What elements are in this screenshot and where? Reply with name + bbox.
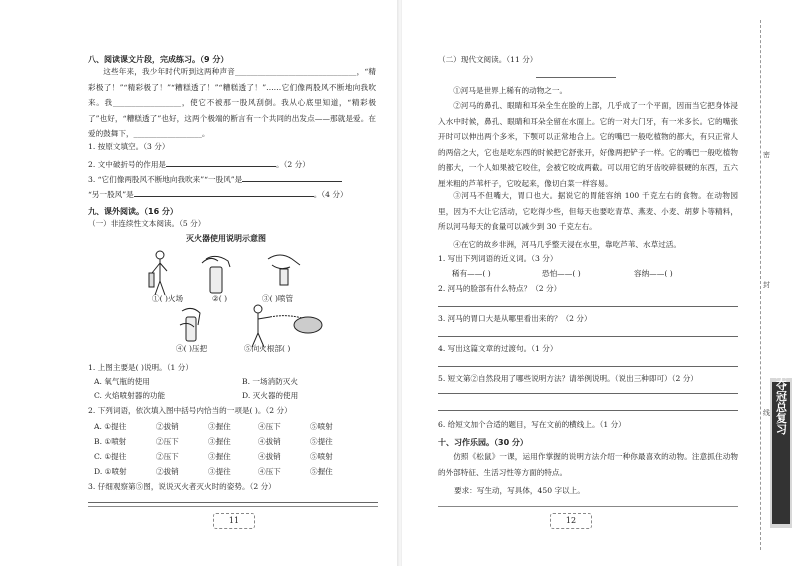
answer-line[interactable] xyxy=(88,502,378,503)
q10-2: 2. 河马的脸部有什么特点？（2 分） xyxy=(438,284,562,293)
press-handle-icon xyxy=(180,308,200,341)
person-carrying-icon xyxy=(149,251,167,295)
fig-label-1: ①( )火场 xyxy=(152,294,184,303)
q9-2-d-4: ④压下 xyxy=(258,467,281,476)
q10-1-word-3[interactable]: 容纳——( ) xyxy=(634,269,673,278)
left-page xyxy=(0,0,398,566)
q9-2-d-3: ③提往 xyxy=(208,467,231,476)
q9-2-b-3: ③握住 xyxy=(208,437,231,446)
q8-3-cont xyxy=(88,188,348,200)
hippo-para-1: ①河马是世界上稀有的动物之一。 xyxy=(453,86,568,95)
q9-1-option-b[interactable]: B. 一场消防灭火 xyxy=(242,377,298,386)
q10-6: 6. 给短文加个合适的题目，写在文前的横线上。（1 分） xyxy=(438,420,626,429)
right-page xyxy=(402,0,800,566)
pull-pin-icon xyxy=(202,256,230,293)
section-10-requirement: 要求：写生动，写具体，450 字以上。 xyxy=(454,486,585,495)
fig-label-5: ⑤向火根部( ) xyxy=(244,344,291,353)
figure-title: 灭火器使用说明示意图 xyxy=(186,234,266,243)
footer-rule xyxy=(88,506,378,507)
q10-2-line[interactable] xyxy=(438,306,738,307)
q8-3 xyxy=(88,173,342,185)
q9-2-c-1[interactable]: C. ①提往 xyxy=(94,452,127,461)
q9-2-a-3: ③握住 xyxy=(208,422,231,431)
q10-4: 4. 写出这篇文章的过渡句。（1 分） xyxy=(438,344,558,353)
q9-2-a-1[interactable]: A. ①提往 xyxy=(94,422,127,431)
q9-1-option-c[interactable]: C. 火焰喷射器的功能 xyxy=(94,391,166,400)
q10-1-word-2[interactable]: 恐怕——( ) xyxy=(542,269,581,278)
subsection-1: （一）非连续性文本阅读。（5 分） xyxy=(88,219,206,228)
section-9-title: 九、课外阅读。（16 分） xyxy=(88,207,178,216)
page-number-left: 11 xyxy=(213,513,255,529)
q8-3-score: 。（4 分） xyxy=(313,190,348,199)
spray-fire-icon xyxy=(252,305,322,347)
seal-char-3: 线 xyxy=(763,409,770,417)
svg-text:期末夺冠总复习: 期末夺冠总复习 xyxy=(774,357,788,435)
section-8-title: 八、阅读课文片段，完成练习。（9 分） xyxy=(88,55,229,64)
q9-1-option-d[interactable]: D. 灭火器的使用 xyxy=(242,391,299,400)
hippo-para-2: ②河马的鼻孔、眼睛和耳朵全生在脸的上部，几乎成了一个平面，因而当它把身体浸入水中时候，鼻孔、眼睛和耳朵全留在水面上。它的一对大门牙，有一米多长。它的嘴张开时可以伸出两个多米，下颚可以正常地合上。它的嘴巴一般吃植物的都大，有只正常人的两倍之大，它也是吃东西的时候把它舒张开，好像两把铲子一样。它的嘴巴一般吃植物的都大，一个人如果被它咬住，会被它咬成两截。可以用它的牙齿咬碎很硬的东西，五六厘米粗的芦苇杆子，它咬起来，像切白菜一样容易。 xyxy=(438,101,738,188)
fig-label-4: ④( )压把 xyxy=(176,344,208,353)
q9-2-b-5: ⑤提往 xyxy=(310,437,333,446)
q9-2-b-2: ②压下 xyxy=(156,437,179,446)
q9-3: 3. 仔细观察第⑤图，说说灭火者灭火时的姿势。（2 分） xyxy=(88,482,276,491)
q9-2-b-4: ④拔销 xyxy=(258,437,281,446)
q9-2-d-5: ⑤握住 xyxy=(310,467,333,476)
q9-1-option-a[interactable]: A. 氧气瓶的使用 xyxy=(94,377,150,386)
footer-rule-right xyxy=(438,506,738,507)
q9-2-c-2: ②压下 xyxy=(156,452,179,461)
q9-2-a-2: ②拔销 xyxy=(156,422,179,431)
q9-2-d-2: ②拔销 xyxy=(156,467,179,476)
q8-2 xyxy=(88,158,310,170)
q8-2-text: 2. 文中破折号的作用是 xyxy=(88,160,167,169)
q9-1: 1. 上图主要是( )说明。（1 分） xyxy=(88,363,193,372)
q8-3-text-2: “另一股风”是 xyxy=(88,190,134,199)
q10-5-line-2[interactable] xyxy=(438,410,738,411)
q8-3-blank-2[interactable] xyxy=(134,188,314,197)
seal-char-1: 密 xyxy=(763,151,770,159)
q9-2-c-5: ⑤喷射 xyxy=(310,452,333,461)
nozzle-icon xyxy=(268,255,300,285)
brand-logo xyxy=(770,357,792,528)
q8-3-blank-1[interactable] xyxy=(242,173,342,182)
q8-3-text: 3. “它们像两股风不断地向我吹来”“一股风”是 xyxy=(88,175,243,184)
q10-1: 1. 写出下列词语的近义词。（3 分） xyxy=(438,254,558,263)
q10-4-line[interactable] xyxy=(438,366,738,367)
q8-1: 1. 按原文填空。（3 分） xyxy=(88,142,170,151)
seal-char-2: 封 xyxy=(763,281,770,289)
hippo-para-4: ④在它的故乡非洲，河马几乎整天浸在水里，靠吃芦苇、水草过活。 xyxy=(453,240,681,249)
q10-1-word-1[interactable]: 稀有——( ) xyxy=(452,269,491,278)
q9-2: 2. 下列词语，依次填入图中括号内恰当的一项是( )。（2 分） xyxy=(88,406,292,415)
hippo-para-3: ③河马不但嘴大，胃口也大。据说它的胃能容纳 100 千克左右的食物。在动物园里，因为不大让它活动，它吃得少些，但每天也要吃青草、燕麦、小麦、胡萝卜等精料，所以河马每天的食量可以减少到 30 千克左右。 xyxy=(438,191,738,231)
page-number-right: 12 xyxy=(550,513,592,529)
q8-2-blank[interactable] xyxy=(166,158,276,167)
section-10-prompt: 仿照《松鼠》一课，运用作掌握的说明方法介绍一种你最喜欢的动物。注意抓住动物的外部特征、生活习性等方面的特点。 xyxy=(438,452,738,477)
title-answer-line[interactable] xyxy=(536,77,616,78)
fig-label-3: ③( )喷管 xyxy=(262,294,294,303)
section-10-title: 十、习作乐园。（30 分） xyxy=(438,438,528,447)
q8-2-score: 。（2 分） xyxy=(276,160,310,169)
q9-2-d-1[interactable]: D. ①喷射 xyxy=(94,467,127,476)
fig-label-2: ②( ) xyxy=(212,294,228,303)
section-8-passage: 这些年来，我少年时代听到这两种声音________________________________，“精彩极了！”“精彩极了！”“糟糕透了！”“糟糕透了！”……它们像两股风不断地向我吹来。我__________________，使它不被那一股风刮倒。我从心底里知道，“精彩极了”也好，“糟糕透了”也好，这两个极端的断言有一个共同的出发点——那就是爱。在爱的鼓舞下，__________________。 xyxy=(88,67,376,138)
q10-3: 3. 河马的胃口大是从哪里看出来的？（2 分） xyxy=(438,314,592,323)
q10-3-line[interactable] xyxy=(438,336,738,337)
q9-2-c-4: ④拔销 xyxy=(258,452,281,461)
q10-5-line-1[interactable] xyxy=(438,393,738,394)
q9-2-a-4: ④压下 xyxy=(258,422,281,431)
subsection-2: （二）现代文阅读。（11 分） xyxy=(438,55,538,64)
q10-5: 5. 短文第②自然段用了哪些说明方法？请举例说明。（说出三种即可）（2 分） xyxy=(438,374,698,383)
q9-2-c-3: ③握住 xyxy=(208,452,231,461)
binding-dashed-line xyxy=(760,20,761,550)
q9-2-b-1[interactable]: B. ①喷射 xyxy=(94,437,127,446)
q9-2-a-5: ⑤喷射 xyxy=(310,422,333,431)
